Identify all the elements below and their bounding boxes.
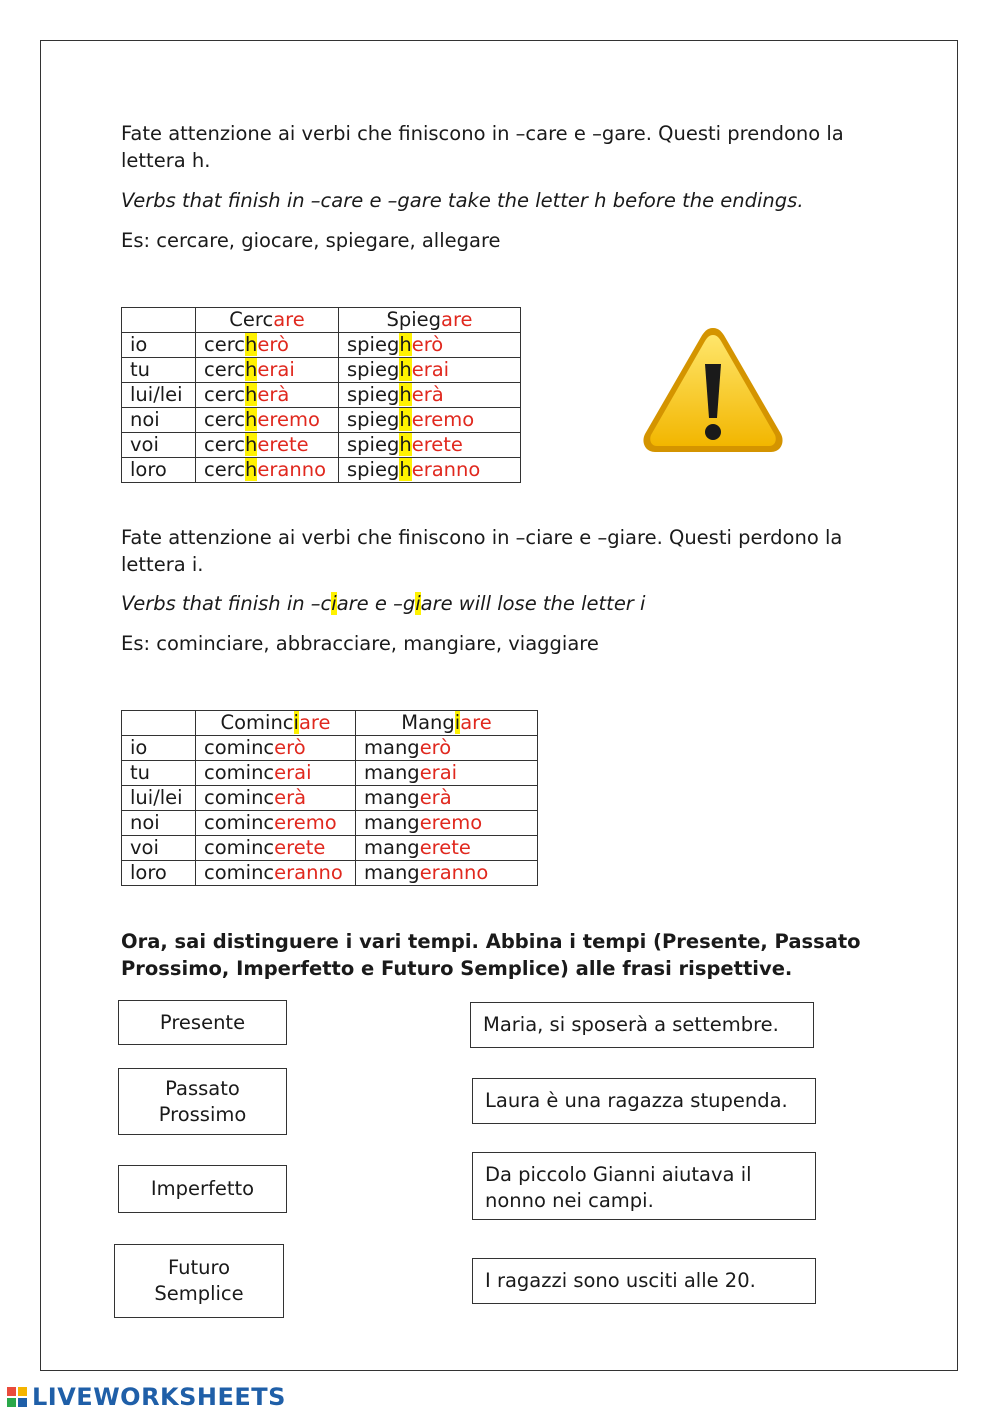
table-row — [122, 761, 538, 786]
examples-ciare-giare: Es: cominciare, abbracciare, mangiare, viaggiare — [121, 632, 599, 655]
table-row — [122, 811, 538, 836]
conjugation-table-care-gare — [121, 307, 521, 483]
conjugation-cell-mangiare: mangerete — [356, 836, 538, 861]
intro-care-gare: Fate attenzione ai verbi che finiscono in –care e –gare. Questi prendono la lettera h. — [121, 122, 844, 172]
table-row — [122, 433, 521, 458]
table-row — [122, 736, 538, 761]
conjugation-cell-mangiare: mangeranno — [356, 861, 538, 886]
conjugation-cell-cercare: cercherò — [196, 333, 339, 358]
conjugation-cell-cominciare: cominceranno — [196, 861, 356, 886]
conjugation-cell-spiegare: spiegherò — [339, 333, 521, 358]
pronoun-cell: lui/lei — [122, 383, 196, 408]
conjugation-cell-cominciare: comincerò — [196, 736, 356, 761]
column-header-cominciare: Cominciare — [196, 711, 356, 736]
tense-box-passato-prossimo[interactable]: Passato Prossimo — [118, 1068, 287, 1135]
conjugation-cell-cercare: cercherà — [196, 383, 339, 408]
pronoun-cell: lui/lei — [122, 786, 196, 811]
conjugation-cell-spiegare: spiegherai — [339, 358, 521, 383]
pronoun-cell: voi — [122, 836, 196, 861]
conjugation-cell-cercare: cercheranno — [196, 458, 339, 483]
pronoun-cell: loro — [122, 861, 196, 886]
conjugation-cell-cercare: cercheremo — [196, 408, 339, 433]
table-row — [122, 408, 521, 433]
pronoun-cell: noi — [122, 811, 196, 836]
conjugation-cell-mangiare: mangerà — [356, 786, 538, 811]
english-care-gare: Verbs that finish in –care e –gare take the letter h before the endings. — [121, 189, 804, 212]
table-body — [122, 333, 521, 483]
pronoun-cell: noi — [122, 408, 196, 433]
conjugation-cell-cercare: cercherete — [196, 433, 339, 458]
column-header-mangiare: Mangiare — [356, 711, 538, 736]
intro-ciare-giare: Fate attenzione ai verbi che finiscono in –ciare e –giare. Questi perdono la lettera i. — [121, 526, 843, 576]
sentence-box-3[interactable]: Da piccolo Gianni aiutava il nonno nei campi. — [472, 1152, 816, 1220]
pronoun-cell: io — [122, 333, 196, 358]
table-body — [122, 736, 538, 886]
conjugation-cell-spiegare: spiegherà — [339, 383, 521, 408]
conjugation-cell-cominciare: cominceremo — [196, 811, 356, 836]
conjugation-cell-mangiare: mangerai — [356, 761, 538, 786]
pronoun-cell: tu — [122, 358, 196, 383]
column-header-cercare: Cercare — [196, 308, 339, 333]
table-row — [122, 836, 538, 861]
sentence-box-1[interactable]: Maria, si sposerà a settembre. — [470, 1002, 814, 1048]
conjugation-cell-cominciare: comincerai — [196, 761, 356, 786]
column-header-spiegare: Spiegare — [339, 308, 521, 333]
conjugation-cell-cominciare: comincerà — [196, 786, 356, 811]
tense-box-imperfetto[interactable]: Imperfetto — [118, 1165, 287, 1213]
exercise-instruction: Ora, sai distinguere i vari tempi. Abbina i tempi (Presente, Passato Prossimo, Imperfetto e Futuro Semplice) alle frasi rispettive. — [121, 930, 861, 980]
conjugation-cell-cercare: cercherai — [196, 358, 339, 383]
sentence-box-2[interactable]: Laura è una ragazza stupenda. — [472, 1078, 816, 1124]
pronoun-cell: voi — [122, 433, 196, 458]
pronoun-cell: io — [122, 736, 196, 761]
brand-name: LIVEWORKSHEETS — [32, 1383, 286, 1411]
conjugation-table-ciare-giare — [121, 710, 538, 886]
table-row — [122, 861, 538, 886]
liveworksheets-logo[interactable] — [6, 1384, 286, 1410]
warning-triangle-icon — [637, 322, 789, 458]
examples-care-gare: Es: cercare, giocare, spiegare, allegare — [121, 229, 501, 252]
english-ciare-giare: Verbs that finish in –ciare e –giare will lose the letter i — [121, 592, 646, 615]
sentence-box-4[interactable]: I ragazzi sono usciti alle 20. — [472, 1258, 816, 1304]
conjugation-cell-spiegare: spiegheranno — [339, 458, 521, 483]
table-row — [122, 333, 521, 358]
tense-box-presente[interactable]: Presente — [118, 1000, 287, 1045]
logo-tiles-icon — [6, 1386, 28, 1408]
conjugation-cell-spiegare: spiegheremo — [339, 408, 521, 433]
conjugation-cell-cominciare: comincerete — [196, 836, 356, 861]
table-header-row — [122, 711, 538, 736]
conjugation-cell-mangiare: mangeremo — [356, 811, 538, 836]
table-row — [122, 358, 521, 383]
conjugation-cell-spiegare: spiegherete — [339, 433, 521, 458]
pronoun-cell: loro — [122, 458, 196, 483]
tense-box-futuro-semplice[interactable]: Futuro Semplice — [114, 1244, 284, 1318]
table-row — [122, 786, 538, 811]
conjugation-cell-mangiare: mangerò — [356, 736, 538, 761]
pronoun-cell: tu — [122, 761, 196, 786]
table-header-row — [122, 308, 521, 333]
table-row — [122, 383, 521, 408]
table-row — [122, 458, 521, 483]
